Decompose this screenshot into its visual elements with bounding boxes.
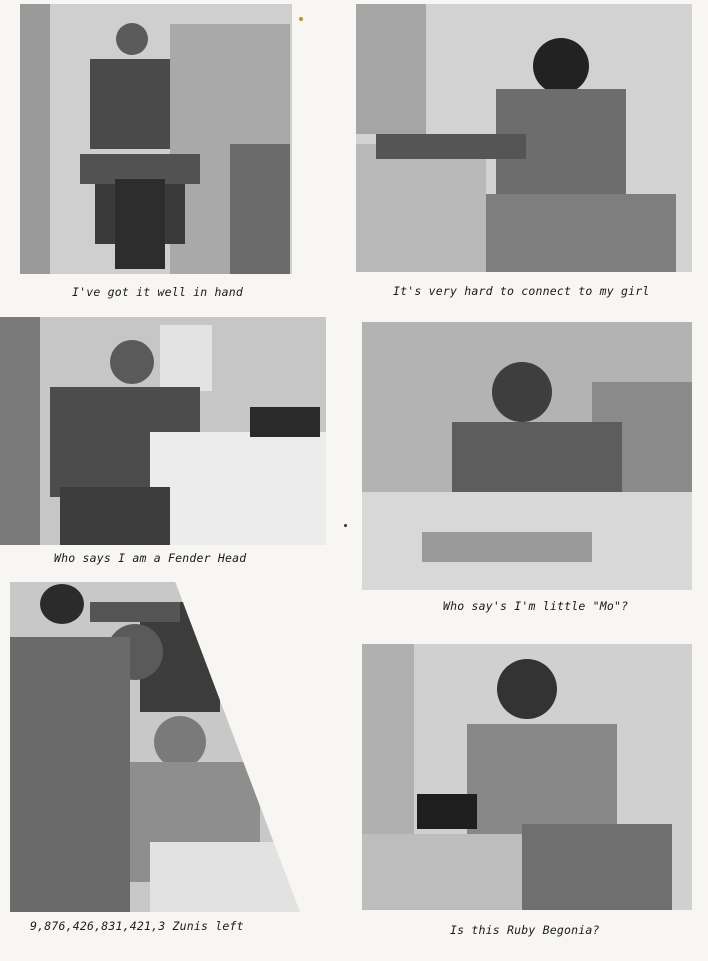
caption-4: Who say's I'm little "Mo"? — [443, 599, 629, 613]
paper-dot — [344, 524, 347, 527]
photo-man-on-stool — [20, 4, 292, 274]
photo-man-at-desk-glasses — [0, 317, 326, 545]
caption-2: It's very hard to connect to my girl — [393, 284, 650, 298]
photo-man-writing — [362, 322, 692, 590]
paper-speck — [299, 17, 303, 21]
photo-man-on-phone — [356, 4, 692, 272]
caption-3: Who says I am a Fender Head — [54, 551, 247, 565]
caption-1: I've got it well in hand — [72, 285, 243, 299]
caption-5: 9,876,426,831,421,3 Zunis left — [30, 919, 244, 933]
photo-man-on-phone-desk — [362, 644, 692, 910]
caption-6: Is this Ruby Begonia? — [450, 923, 600, 937]
photo-two-men-at-desk — [10, 582, 300, 912]
